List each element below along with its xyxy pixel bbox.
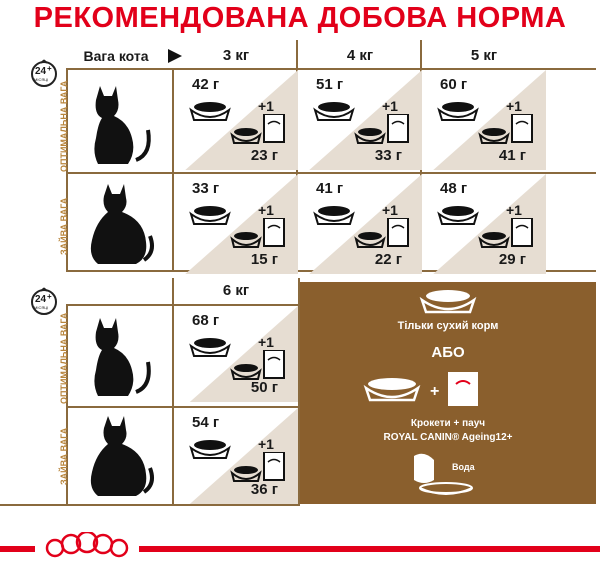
age-badge-unit: + <box>47 292 52 301</box>
age-badge-top <box>30 58 58 90</box>
age-badge-bottom <box>30 286 58 318</box>
plus-one-pouch: +1 <box>258 98 274 114</box>
age-badge-unit: + <box>47 64 52 73</box>
ration-cell <box>422 70 546 170</box>
dry-food-bowl-icon <box>436 204 480 228</box>
dry-food-amount: 48 г <box>440 180 468 197</box>
weight-5kg: 5 кг <box>470 47 498 64</box>
ration-cell <box>174 70 298 170</box>
cat-fat-icon <box>78 412 158 500</box>
weight-3kg: 3 кг <box>222 47 250 64</box>
dry-food-bowl-icon <box>188 100 232 124</box>
ration-cell <box>422 174 546 274</box>
age-badge-sub: МІСЯЦІ <box>34 77 49 82</box>
crown-icon <box>35 532 139 562</box>
ration-cell <box>174 306 298 402</box>
plus-one-pouch: +1 <box>506 98 522 114</box>
royal-canin-crown-logo <box>35 532 139 562</box>
wet-food-amount: 15 г <box>250 251 278 268</box>
legend-water: Вода <box>452 462 475 472</box>
combo-bowl-pouch-icon <box>354 114 414 150</box>
dry-food-amount: 33 г <box>192 180 220 197</box>
cat-fat-icon <box>78 180 158 268</box>
wet-food-amount: 22 г <box>374 251 402 268</box>
combo-bowl-pouch-icon <box>354 218 414 254</box>
ration-cell <box>298 174 422 274</box>
dry-food-bowl-icon <box>418 286 478 316</box>
wet-food-amount: 29 г <box>498 251 526 268</box>
dry-food-amount: 68 г <box>192 312 220 329</box>
water-bowl-icon <box>406 452 476 498</box>
plus-one-pouch: +1 <box>258 202 274 218</box>
age-badge-value: 24 <box>35 294 47 305</box>
cat-slim-icon <box>78 312 158 400</box>
plus-one-pouch: +1 <box>382 202 398 218</box>
legend-combo-line2: ROYAL CANIN® Ageing12+ <box>383 432 513 443</box>
weight-6kg: 6 кг <box>222 282 250 299</box>
combo-bowl-pouch-icon <box>230 218 290 254</box>
weight-4kg: 4 кг <box>346 47 374 64</box>
row-label-optimal: ОПТИМАЛЬНА ВАГА <box>59 80 69 172</box>
dry-food-bowl-icon <box>188 336 232 360</box>
legend-dry-only: Тільки сухий корм <box>397 320 499 332</box>
weight-header-label: Вага кота <box>83 48 149 64</box>
combo-bowl-pouch-icon <box>230 114 290 150</box>
dry-food-amount: 60 г <box>440 76 468 93</box>
ration-cell <box>298 70 422 170</box>
dry-food-bowl-icon <box>436 100 480 124</box>
dry-food-bowl-icon <box>312 100 356 124</box>
dry-food-bowl-icon <box>188 438 232 462</box>
cat-slim-icon <box>78 80 158 168</box>
plus-one-pouch: +1 <box>382 98 398 114</box>
dry-food-bowl-icon <box>312 204 356 228</box>
dry-food-bowl-icon <box>188 204 232 228</box>
dry-food-amount: 51 г <box>316 76 344 93</box>
plus-one-pouch: +1 <box>506 202 522 218</box>
wet-food-amount: 23 г <box>250 147 278 164</box>
combo-bowl-pouch-icon <box>478 218 538 254</box>
legend-combo-line1: Крокети + пауч <box>410 418 486 429</box>
plus-one-pouch: +1 <box>258 436 274 452</box>
age-badge-value: 24 <box>35 66 47 77</box>
plus-one-pouch: +1 <box>258 334 274 350</box>
row-label-optimal: ОПТИМАЛЬНА ВАГА <box>59 312 69 404</box>
age-badge-sub: МІСЯЦІ <box>34 305 49 310</box>
legend-or: АБО <box>431 344 465 361</box>
row-label-overweight: ЗАЙВА ВАГА <box>59 197 69 255</box>
dry-food-amount: 41 г <box>316 180 344 197</box>
dry-food-amount: 42 г <box>192 76 220 93</box>
combo-bowl-pouch-icon <box>478 114 538 150</box>
ration-cell <box>174 408 298 504</box>
combo-food-icon <box>360 370 510 410</box>
wet-food-amount: 33 г <box>374 147 402 164</box>
grid-line <box>0 504 300 506</box>
svg-text:+: + <box>430 383 440 400</box>
legend-panel <box>300 282 596 504</box>
wet-food-amount: 50 г <box>250 379 278 396</box>
page-title: РЕКОМЕНДОВАНА ДОБОВА НОРМА <box>33 2 567 34</box>
ration-cell <box>174 174 298 274</box>
dry-food-amount: 54 г <box>192 414 220 431</box>
wet-food-amount: 41 г <box>498 147 526 164</box>
wet-food-amount: 36 г <box>250 481 278 498</box>
row-label-overweight: ЗАЙВА ВАГА <box>59 427 69 485</box>
